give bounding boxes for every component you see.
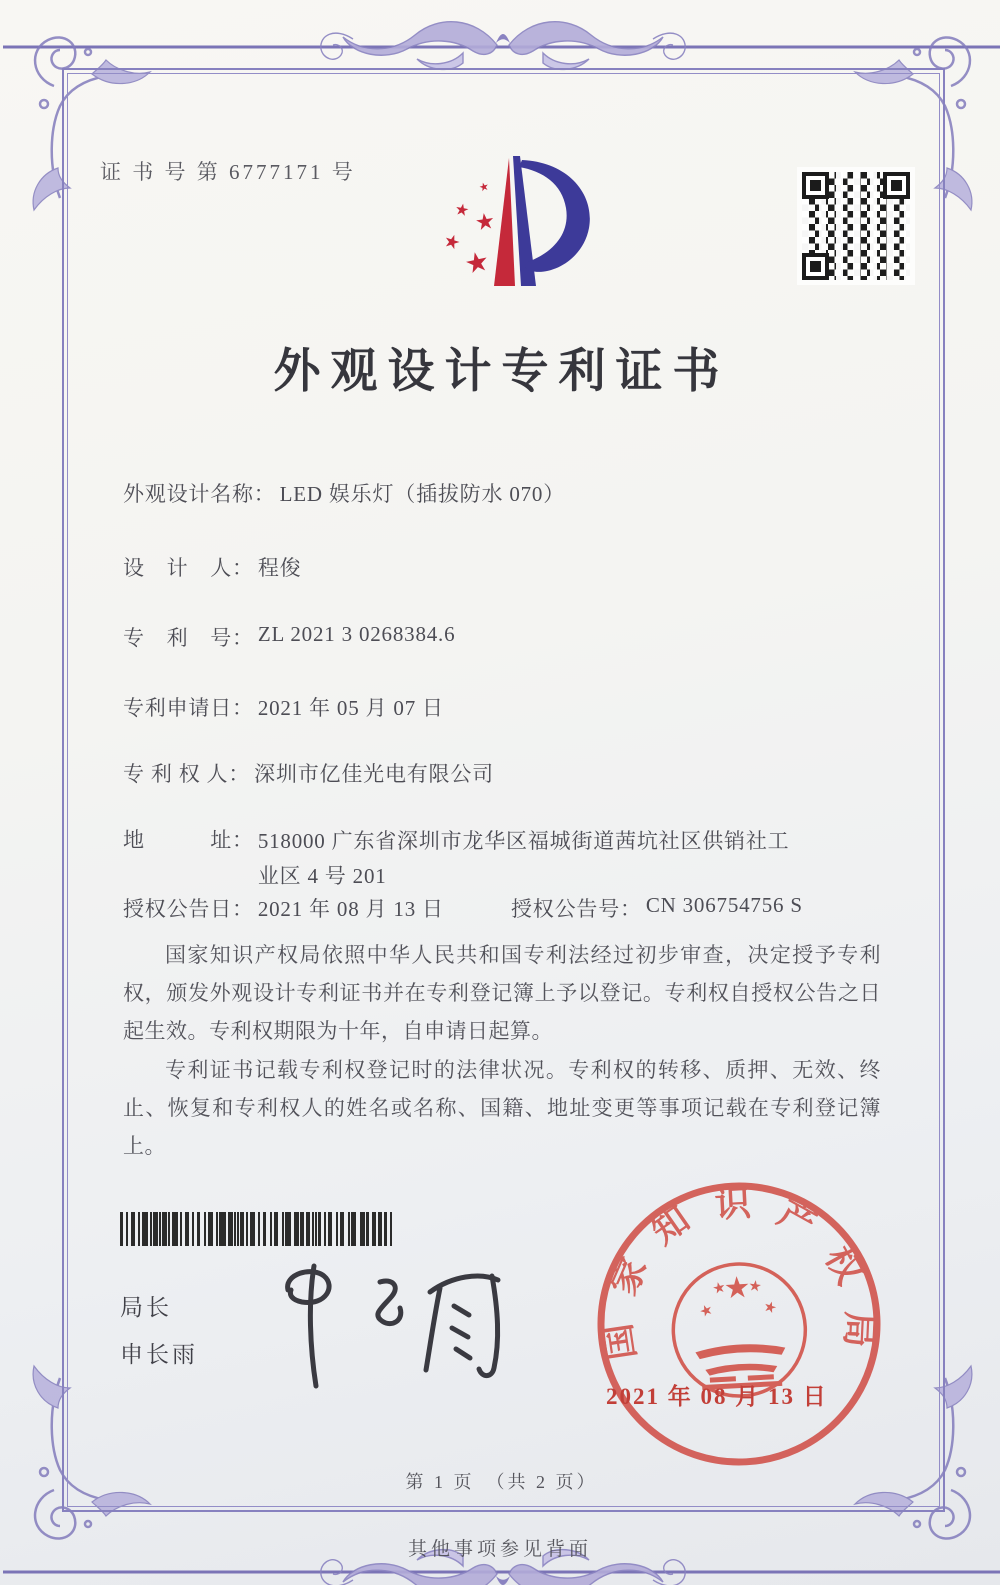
seal-date: 2021 年 08 月 13 日 — [606, 1384, 828, 1409]
field-label: 地 址： — [123, 828, 254, 852]
field-grant-number — [511, 893, 803, 923]
field-design-name — [123, 478, 565, 508]
field-value: CN 306754756 S — [645, 893, 803, 917]
field-label: 专 利 权 人： — [123, 762, 251, 786]
field-value: 518000 广东省深圳市龙华区福城街道茜坑社区供销社工业区 4 号 201 — [257, 829, 790, 889]
barcode-icon — [120, 1212, 392, 1246]
body-paragraph-1: 国家知识产权局依照中华人民共和国专利法经过初步审查，决定授予专利权，颁发外观设计专利证书并在专利登记簿上予以登记。专利权自授权公告之日起生效。专利权期限为十年，自申请日起算。 — [123, 943, 881, 1044]
certificate-number: 证 书 号 第 6777171 号 — [100, 160, 356, 184]
field-value: 2021 年 05 月 07 日 — [257, 696, 444, 720]
field-patentee — [123, 758, 494, 788]
field-address — [123, 824, 806, 895]
qr-finder-icon — [802, 253, 829, 280]
commissioner-name: 申长雨 — [120, 1342, 198, 1368]
field-grant-row — [123, 893, 883, 923]
field-label: 外观设计名称： — [123, 482, 276, 506]
cnipa-logo-icon — [405, 134, 620, 322]
qr-finder-icon — [883, 172, 910, 199]
field-label: 授权公告日： — [123, 897, 254, 921]
field-label: 授权公告号： — [511, 897, 642, 921]
footer-note: 其他事项参见背面 — [407, 1539, 592, 1560]
field-value: ZL 2021 3 0268384.6 — [257, 622, 456, 646]
field-value: LED 娱乐灯（插拔防水 070） — [279, 482, 566, 506]
seal-text: 国家知识产权局 — [597, 1183, 880, 1363]
field-label: 专利申请日： — [123, 696, 254, 720]
official-seal-icon — [586, 1171, 893, 1478]
body-paragraph-2: 专利证书记载专利权登记时的法律状况。专利权的转移、质押、无效、终止、恢复和专利权人的姓名或名称、国籍、地址变更等事项记载在专利登记簿上。 — [123, 1057, 881, 1159]
field-designer — [123, 552, 301, 582]
svg-text:国家知识产权局 — [591, 1177, 882, 1363]
certificate-title: 外观设计专利证书 — [273, 346, 730, 398]
field-label: 专 利 号： — [123, 626, 254, 650]
qr-finder-icon — [802, 172, 829, 199]
legal-text — [123, 936, 881, 1165]
field-value: 深圳市亿佳光电有限公司 — [254, 762, 494, 786]
handwritten-signature-icon — [262, 1248, 512, 1393]
field-filing-date — [123, 692, 444, 722]
commissioner-title: 局长 — [120, 1295, 172, 1320]
qr-code-icon — [797, 167, 915, 285]
signature-block — [120, 1284, 198, 1378]
field-patent-number — [123, 622, 455, 652]
page-indicator: 第 1 页 （共 2 页） — [405, 1472, 598, 1492]
field-value: 程俊 — [257, 556, 302, 580]
field-value: 2021 年 08 月 13 日 — [257, 897, 444, 921]
field-label: 设 计 人： — [123, 556, 254, 580]
